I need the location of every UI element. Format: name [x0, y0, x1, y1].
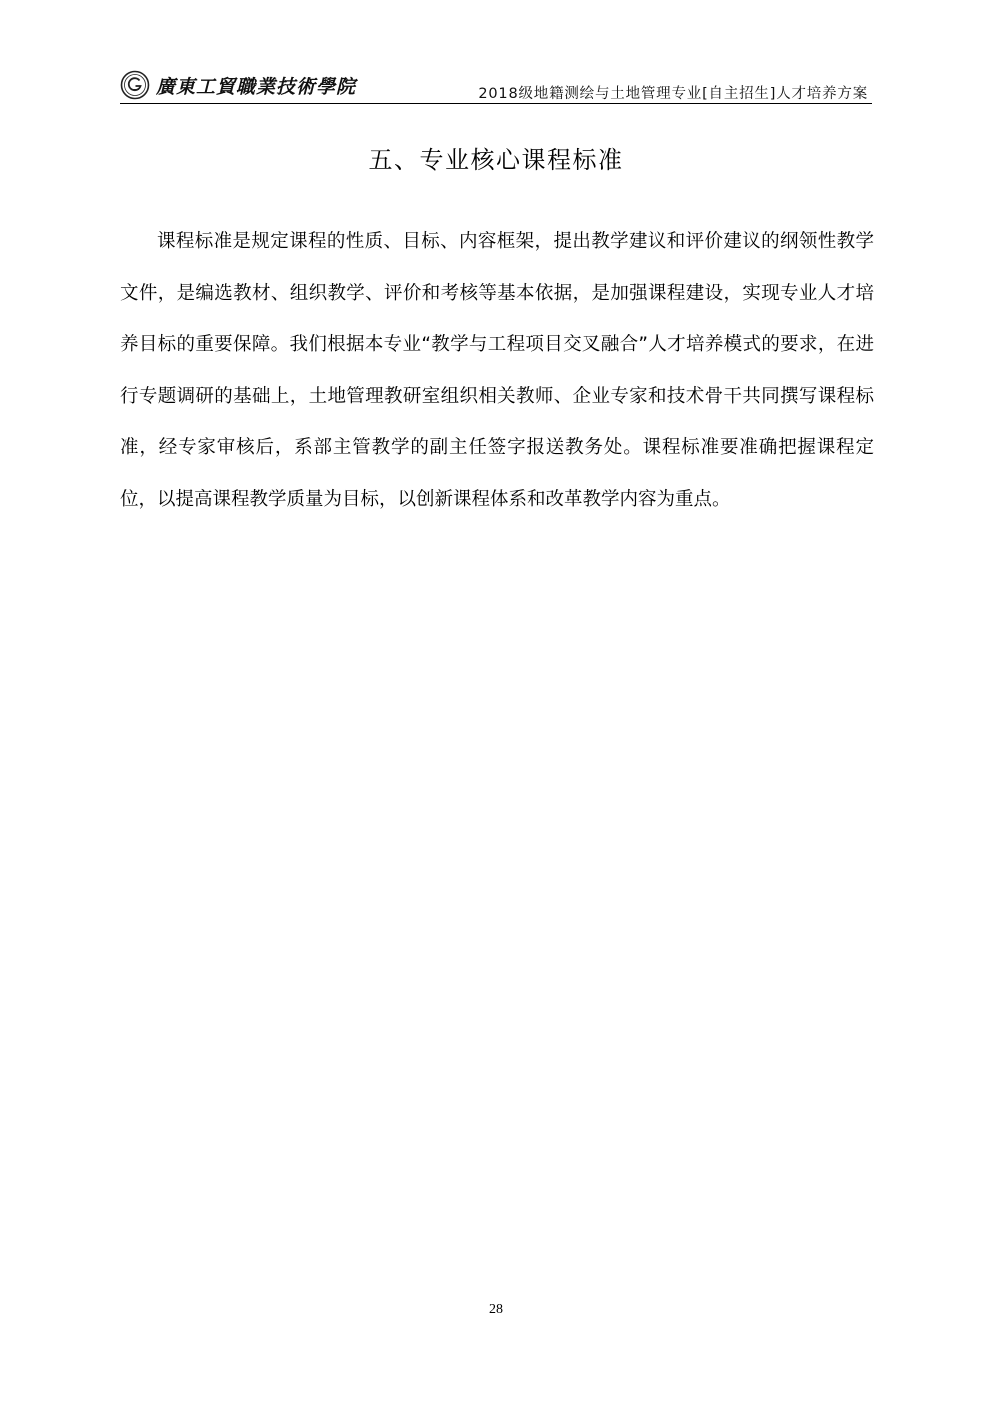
page-header [120, 66, 872, 104]
school-name: 廣東工貿職業技術學院 [156, 75, 357, 98]
section-heading: 五、专业核心课程标准 [368, 146, 624, 174]
body-paragraph: 课程标准是规定课程的性质、目标、内容框架，提出教学建议和评价建议的纲领性教学文件，是编选教材、组织教学、评价和考核等基本依据，是加强课程建设，实现专业人才培养目标的重要保障。我们根据本专业“教学与工程项目交叉融合”人才培养模式的要求，在进行专题调研的基础上，土地管理教研室组织相关教师、企业专家和技术骨干共同撰写课程标准，经专家审核后，系部主管教学的副主任签字报送教务处。课程标准要准确把握课程定位，以提高课程教学质量为目标，以创新课程体系和改革教学内容为重点。 [120, 231, 874, 510]
header-divider [120, 103, 872, 104]
page-number: 28 [489, 1302, 503, 1317]
school-logo [120, 70, 356, 100]
document-title: 2018级地籍测绘与土地管理专业[自主招生]人才培养方案 [478, 86, 868, 102]
school-emblem-icon [120, 70, 150, 100]
